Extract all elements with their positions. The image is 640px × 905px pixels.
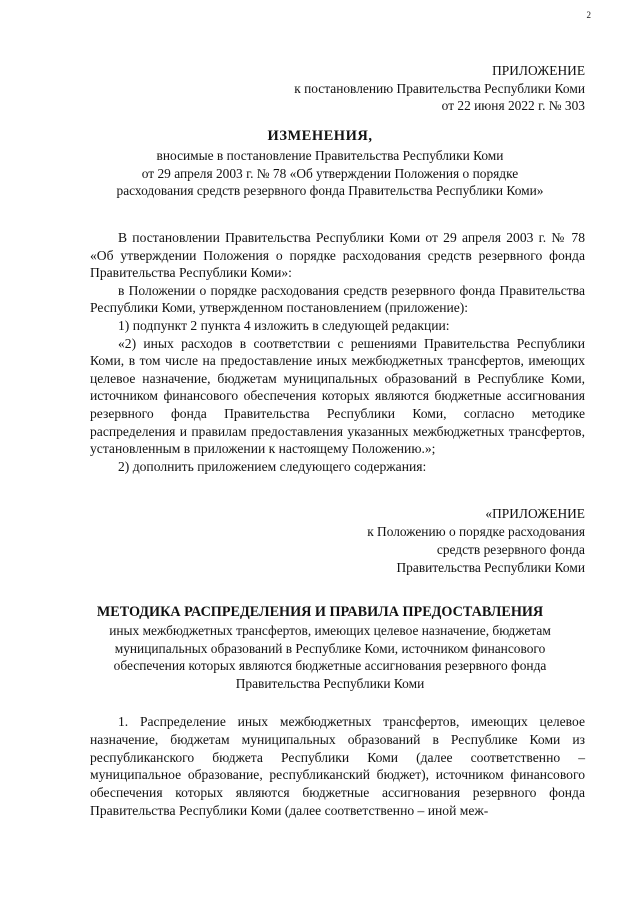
appendix-header-line: ПРИЛОЖЕНИЕ [492,63,585,78]
subtitle-line: вносимые в постановление Правительства Республики Коми [156,148,504,163]
methodology-paragraph: 1. Распределение иных межбюджетных трансфертов, имеющих целевое назначение, бюджетам муниципальных образований в Республике Коми из республиканского бюджета Республики Коми (далее соответственно – муниципальное образование, республиканский бюджет), источником финансового обеспечения которых являются бюджетные ассигнования резервного фонда Правительства Республики Коми (далее соответственно – иной меж- [90,714,585,818]
methodology-subtitle [70,622,590,692]
amendments-body [90,229,585,475]
document-subtitle [60,147,600,200]
page-number: 2 [586,10,591,20]
subtitle-line: от 29 апреля 2003 г. № 78 «Об утверждении Положения о порядке [141,165,519,181]
methodology-title: МЕТОДИКА РАСПРЕДЕЛЕНИЯ И ПРАВИЛА ПРЕДОСТАВЛЕНИЯ [96,604,544,620]
methodology-subtitle-line: обеспечения которых являются бюджетные ассигнования резервного фонда [113,658,547,673]
methodology-subtitle-line: Правительства Республики Коми [235,675,425,691]
document-title: ИЗМЕНЕНИЯ, [267,128,373,144]
methodology-body [90,713,585,820]
appendix-header [294,62,585,115]
appendix-header-line: к постановлению Правительства Республики Коми [294,80,585,96]
appendix-2-line: «ПРИЛОЖЕНИЕ [485,506,585,521]
body-paragraph: 2) дополнить приложением следующего содержания: [118,458,427,474]
body-paragraph: В постановлении Правительства Республики Коми от 29 апреля 2003 г. № 78 «Об утверждении Положения о порядке расходования средств резервного фонда Правительства Республики Коми»: [90,230,585,281]
body-paragraph: «2) иных расходов в соответствии с решениями Правительства Республики Коми, в том числе на предоставление иных межбюджетных трансфертов, имеющих целевое назначение, бюджетам муниципальных образований в Республике Коми, источником финансового обеспечения которых являются бюджетные ассигнования резервного фонда Правительства Республики Коми, согласно методике распределения и правилам предоставления указанных межбюджетных трансфертов, установленным в приложении к настоящему Положению.»; [90,335,585,457]
appendix-2-line: к Положению о порядке расходования [367,524,585,539]
appendix-2-line: Правительства Республики Коми [396,560,585,575]
body-paragraph: в Положении о порядке расходования средств резервного фонда Правительства Республики Коми, утвержденном постановлением (приложение): [90,282,585,316]
methodology-subtitle-line: иных межбюджетных трансфертов, имеющих целевое назначение, бюджетам [109,623,551,638]
appendix-header-line: от 22 июня 2022 г. № 303 [441,98,585,113]
subtitle-line: расходования средств резервного фонда Правительства Республики Коми» [116,183,544,198]
body-paragraph: 1) подпункт 2 пункта 4 изложить в следующей редакции: [118,317,450,333]
appendix-2-line: средств резервного фонда [436,542,585,557]
appendix-2-header [367,505,585,577]
methodology-subtitle-line: муниципальных образований в Республике Коми, источником финансового [114,640,546,656]
